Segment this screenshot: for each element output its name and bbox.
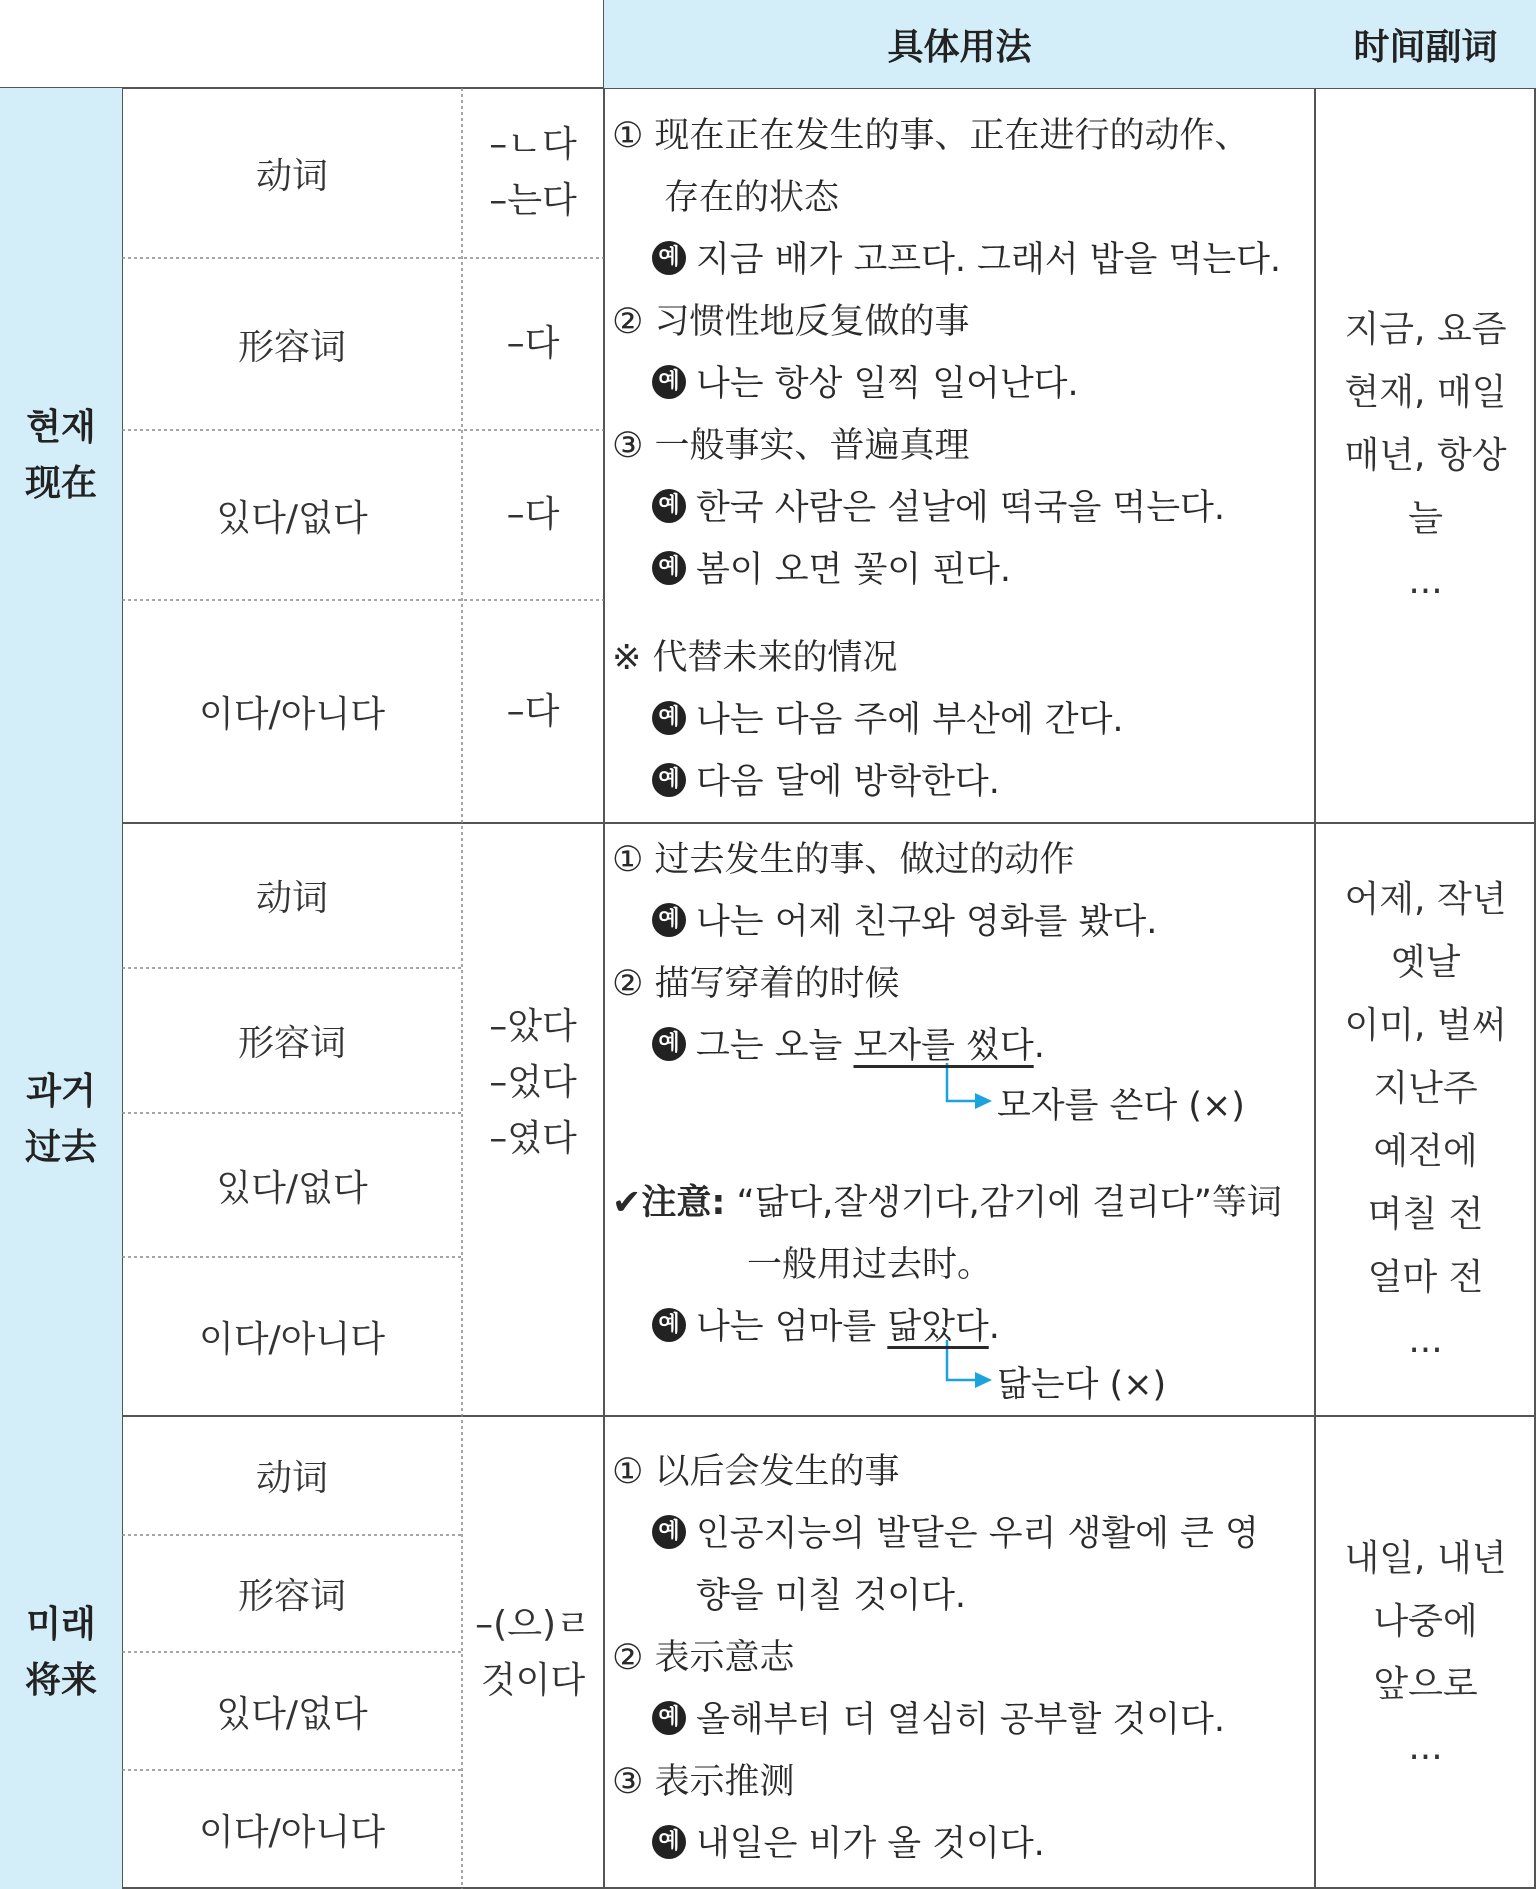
example-text: 나는 항상 일찍 일어난다. bbox=[696, 364, 1079, 404]
note-text: 一般用过去时。 bbox=[747, 1245, 993, 1285]
example-sentence bbox=[652, 1816, 1045, 1866]
ending: –었다 bbox=[489, 1062, 577, 1103]
example-text: 나는 다음 주에 부산에 간다. bbox=[696, 700, 1124, 740]
adverbs-present bbox=[1315, 88, 1536, 823]
example-text: 봄이 오면 꽃이 핀다. bbox=[696, 550, 1011, 590]
adverbs-past bbox=[1315, 823, 1536, 1416]
ending-existence-present bbox=[462, 430, 604, 600]
example-text: 올해부터 더 열심히 공부할 것이다. bbox=[696, 1700, 1225, 1740]
example-sentence bbox=[652, 542, 1011, 592]
underlined-phrase: 모자를 썼다 bbox=[853, 1026, 1034, 1066]
example-text: 내일은 비가 올 것이다. bbox=[696, 1824, 1045, 1864]
word-class-existence: 있다/없다 bbox=[216, 1693, 368, 1735]
incorrect-form: 모자를 쓴다 (×) bbox=[997, 1086, 1245, 1126]
note-text: “닮다,잘생기다,감기에 걸리다”等词 bbox=[736, 1183, 1282, 1223]
ending: –다 bbox=[506, 690, 560, 732]
adverb: 앞으로 bbox=[1373, 1663, 1478, 1705]
example-marker-icon: 예 bbox=[652, 365, 686, 399]
example-text: 지금 배가 고프다. 그래서 밥을 먹는다. bbox=[696, 240, 1282, 280]
ending: –였다 bbox=[489, 1118, 577, 1159]
ending-verb-present bbox=[462, 88, 604, 258]
tense-chinese: 将来 bbox=[24, 1659, 97, 1701]
tense-chinese: 过去 bbox=[24, 1126, 97, 1168]
example-sentence bbox=[652, 1506, 1259, 1556]
note-label: ✔注意: bbox=[612, 1183, 726, 1223]
usage-item: ② 习惯性地反复做的事 bbox=[612, 302, 970, 342]
incorrect-form: 닮는다 (×) bbox=[997, 1365, 1167, 1405]
usage-item: ① 过去发生的事、做过的动作 bbox=[612, 840, 1075, 880]
ending: 것이다 bbox=[480, 1659, 586, 1701]
adverb: 지금, 요즘 bbox=[1344, 309, 1507, 350]
example-marker-icon: 예 bbox=[652, 763, 686, 797]
tense-label-future bbox=[0, 1416, 122, 1889]
example-text: . bbox=[988, 1307, 1000, 1347]
word-class-copula: 이다/아니다 bbox=[198, 1319, 385, 1360]
example-text: 한국 사람은 설날에 떡국을 먹는다. bbox=[696, 488, 1225, 528]
example-text: 다음 달에 방학한다. bbox=[696, 762, 1000, 802]
usage-note: ※ 代替未来的情况 bbox=[612, 638, 898, 678]
example-text: . bbox=[1033, 1026, 1045, 1066]
adverb: 어제, 작년 bbox=[1344, 878, 1507, 920]
ending-copula-present bbox=[462, 600, 604, 823]
example-sentence bbox=[652, 692, 1124, 742]
ending-adjective-present bbox=[462, 258, 604, 430]
example-sentence bbox=[652, 232, 1281, 282]
ending: –다 bbox=[506, 323, 560, 364]
usage-item: 存在的状态 bbox=[664, 178, 840, 218]
example-marker-icon: 예 bbox=[652, 1701, 686, 1735]
underlined-phrase: 닮았다 bbox=[887, 1307, 989, 1347]
ending: –다 bbox=[506, 494, 560, 535]
usage-note bbox=[612, 1175, 1282, 1225]
example-sentence bbox=[652, 1299, 1000, 1349]
example-text: 나는 어제 친구와 영화를 봤다. bbox=[696, 902, 1158, 942]
word-class-adjective: 形容词 bbox=[237, 1023, 346, 1064]
ending-past bbox=[462, 823, 604, 1343]
example-text: 나는 엄마를 bbox=[696, 1307, 888, 1347]
example-marker-icon: 예 bbox=[652, 1515, 686, 1549]
adverb: 얼마 전 bbox=[1367, 1256, 1484, 1298]
word-class-verb: 动词 bbox=[255, 878, 328, 919]
example-marker-icon: 예 bbox=[652, 1308, 686, 1342]
tense-label-present bbox=[0, 88, 122, 823]
usage-item: ③ 表示推测 bbox=[612, 1762, 795, 1802]
example-text: 인공지능의 발달은 우리 생활에 큰 영 bbox=[696, 1514, 1259, 1554]
tense-korean: 현재 bbox=[26, 406, 96, 448]
example-sentence bbox=[652, 894, 1157, 944]
usage-item: ① 现在正在发生的事、正在进行的动作、 bbox=[612, 116, 1250, 156]
example-sentence bbox=[652, 754, 1000, 804]
example-marker-icon: 예 bbox=[652, 903, 686, 937]
example-text: 향을 미칠 것이다. bbox=[696, 1576, 967, 1616]
adverb: ... bbox=[1408, 1726, 1443, 1768]
usage-item: ① 以后会发生的事 bbox=[612, 1452, 900, 1492]
tense-chinese: 现在 bbox=[24, 462, 97, 504]
example-marker-icon: 예 bbox=[652, 1825, 686, 1859]
usage-item: ③ 一般事实、普遍真理 bbox=[612, 426, 970, 466]
tense-korean: 미래 bbox=[26, 1603, 96, 1645]
word-class-existence: 있다/없다 bbox=[216, 497, 368, 539]
example-marker-icon: 예 bbox=[652, 701, 686, 735]
tense-label-past bbox=[0, 823, 122, 1416]
arrow-head bbox=[975, 1372, 992, 1388]
example-text: 그는 오늘 bbox=[696, 1026, 854, 1066]
tense-korean: 과거 bbox=[26, 1070, 96, 1112]
adverb: 지난주 bbox=[1373, 1067, 1478, 1109]
word-class-copula: 이다/아니다 bbox=[198, 1812, 385, 1853]
word-class-adjective: 形容词 bbox=[237, 326, 346, 368]
adverb: 내일, 내년 bbox=[1344, 1537, 1507, 1579]
ending: –았다 bbox=[489, 1006, 577, 1047]
adverb: ... bbox=[1408, 1319, 1443, 1361]
ending-future bbox=[462, 1416, 604, 1889]
example-sentence bbox=[652, 480, 1225, 530]
adverb: 매년, 항상 bbox=[1344, 435, 1507, 476]
word-class-existence: 있다/없다 bbox=[216, 1167, 368, 1209]
ending: –는다 bbox=[489, 180, 577, 221]
arrow-head bbox=[975, 1093, 992, 1109]
ending: –ㄴ다 bbox=[489, 124, 577, 165]
example-marker-icon: 예 bbox=[652, 241, 686, 275]
ending: –(으)ㄹ bbox=[475, 1603, 591, 1645]
example-sentence bbox=[652, 1018, 1045, 1068]
adverb: 나중에 bbox=[1373, 1600, 1478, 1642]
example-marker-icon: 예 bbox=[652, 489, 686, 523]
adverb: ... bbox=[1408, 561, 1443, 602]
word-class-adjective: 形容词 bbox=[237, 1576, 346, 1617]
adverbs-future bbox=[1315, 1416, 1536, 1889]
adverb: 현재, 매일 bbox=[1344, 372, 1507, 413]
example-marker-icon: 예 bbox=[652, 551, 686, 585]
adverb: 예전에 bbox=[1373, 1130, 1478, 1172]
usage-item: ② 表示意志 bbox=[612, 1638, 795, 1678]
word-class-copula: 이다/아니다 bbox=[198, 694, 385, 735]
header-adverbs: 时间副词 bbox=[1315, 0, 1536, 88]
example-marker-icon: 예 bbox=[652, 1027, 686, 1061]
example-sentence bbox=[652, 1692, 1225, 1742]
word-class-verb: 动词 bbox=[255, 1458, 328, 1499]
adverb: 며칠 전 bbox=[1367, 1193, 1484, 1235]
usage-item: ② 描写穿着的时候 bbox=[612, 964, 900, 1004]
example-sentence bbox=[652, 356, 1079, 406]
adverb: 이미, 벌써 bbox=[1344, 1004, 1507, 1046]
adverb: 늘 bbox=[1408, 498, 1443, 539]
word-class-verb: 动词 bbox=[255, 155, 328, 197]
adverb: 옛날 bbox=[1390, 941, 1461, 983]
header-usage: 具体用法 bbox=[604, 0, 1315, 88]
